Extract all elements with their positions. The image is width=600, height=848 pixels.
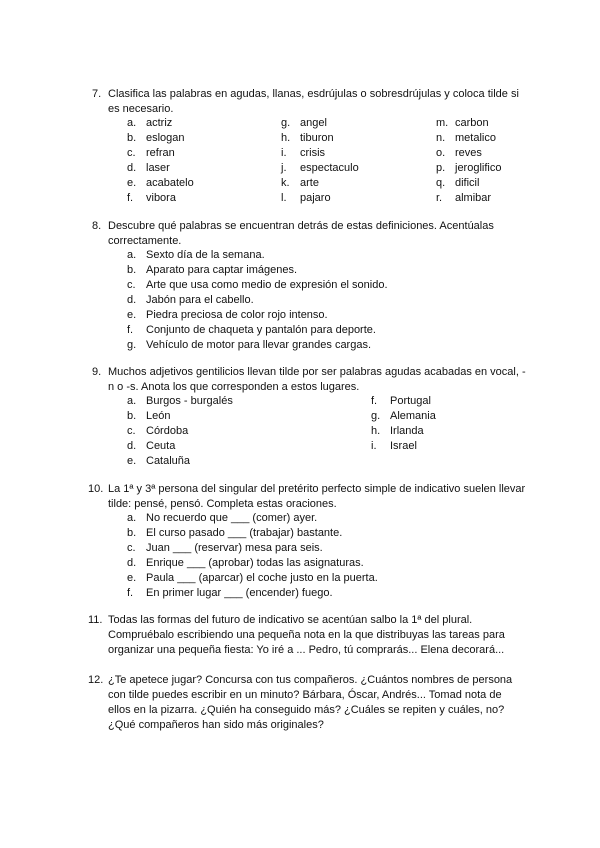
exercise-number: 9. — [92, 366, 102, 378]
exercise-prompt: Descubre qué palabras se encuentran detrás de estas definiciones. Acentúalas correctamente. — [108, 220, 494, 247]
exercise-number: 8. — [92, 220, 102, 232]
exercise-number: 11. — [88, 614, 103, 626]
exercise-number: 12. — [88, 674, 104, 686]
worksheet-page: 7. Clasifica las palabras en agudas, llanas, esdrújulas o sobresdrújulas y coloca tilde si es necesario. a. actriz b. eslogan c. refran d. laser e. acabatelo f. vibora g. angel h. tiburon i. crisis j. espectaculo k. arte l. pajaro m. carbon n. metalico o. reves p. jeroglifico q. dificil r. almibar 8. Descubre qué palabras se encuentran detrás de estas definiciones. Acentúalas correctamente. a. Sexto día de la semana. b. Aparato para captar imágenes. c. Arte que usa como medio de expresión el sonido. d. Jabón para el cabello. e. Piedra preciosa de color rojo intenso. f. Conjunto de chaqueta y pantalón para deporte. g. Vehículo de motor para llevar grandes cargas. 9. Muchos adjetivos gentilicios llevan tilde por ser palabras agudas acabadas en vocal, -n o -s. Anota los que corresponden a estos lugares. a. Burgos - burgalés b. León c. Córdoba d. Ceuta e. Cataluña f. Portugal g. Alemania h. Irlanda i. Israel 10. La 1ª y 3ª persona del singular del pretérito perfecto simple de indicativo suelen llevar tilde: pensé, pensó. Completa estas oraciones. a. No recuerdo que ___ (comer) ayer. b. El curso pasado ___ (trabajar) bastante. c. Juan ___ (reservar) mesa para seis. d. Enrique ___ (aprobar) todas las asignaturas. e. Paula ___ (aparcar) el coche justo en la puerta. f. En primer lugar ___ (encender) fuego. 11. Todas las formas del futuro de indicativo se acentúan salbo la 1ª del plural. Compruébalo escribiendo una pequeña nota en la que distribuyas las tareas para organizar una pequeña fiesta: Yo iré a ... Pedro, tú comprarás... Elena decorará... 12. ¿Te apetece jugar? Concursa con tus compañeros. ¿Cuántos nombres de persona con tilde puedes escribir en un minuto? Bárbara, Óscar, Andrés... Tomad nota de ellos en la pizarra. ¿Quién ha conseguido más? ¿Cuáles se repiten y cuáles, no? ¿Qué compañeros han sido más originales? — [0, 0, 600, 848]
exercise-number: 7. — [92, 88, 102, 100]
exercise-prompt: La 1ª y 3ª persona del singular del pretérito perfecto simple de indicativo suelen llevar tilde: pensé, pensó. Completa estas oraciones. — [108, 483, 526, 510]
exercise-prompt: ¿Te apetece jugar? Concursa con tus compañeros. ¿Cuántos nombres de persona con tilde puedes escribir en un minuto? Bárbara, Óscar, Andrés... Tomad nota de ellos en la pizarra. ¿Quién ha conseguido más? ¿Cuáles se repiten y cuáles, no? ¿Qué compañeros han sido más originales? — [108, 674, 513, 731]
exercise-prompt: Muchos adjetivos gentilicios llevan tilde por ser palabras agudas acabadas en vocal, -n o -s. Anota los que corresponden a estos lugares. — [108, 366, 526, 393]
exercise-prompt: Todas las formas del futuro de indicativo se acentúan salbo la 1ª del plural. Compruébalo escribiendo una pequeña nota en la que distribuyas las tareas para organizar una pequeña fiesta: Yo iré a ... Pedro, tú comprarás... Elena decorará... — [108, 614, 505, 656]
exercise-number: 10. — [88, 483, 104, 495]
exercise-prompt: Clasifica las palabras en agudas, llanas, esdrújulas o sobresdrújulas y coloca tilde si es necesario. — [108, 88, 519, 115]
